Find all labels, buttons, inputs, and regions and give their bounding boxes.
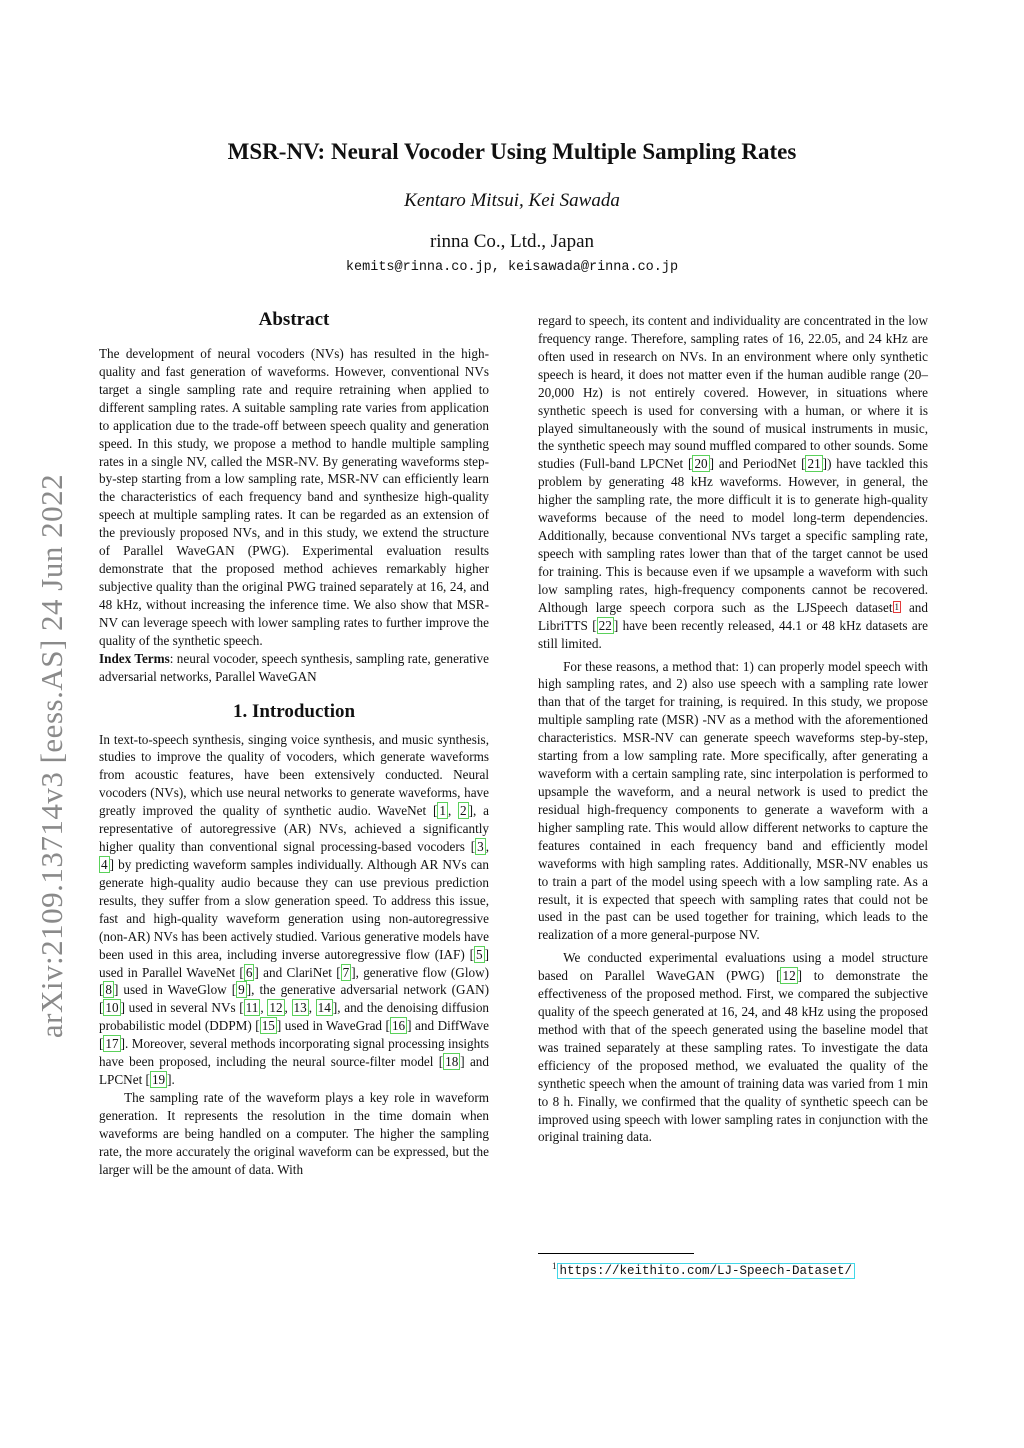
citation-link[interactable]: 1 (439, 803, 446, 819)
citation-link[interactable]: 3 (477, 839, 484, 855)
citation-link[interactable]: 12 (782, 968, 796, 984)
index-terms-label: Index Terms (99, 650, 170, 666)
citation-link[interactable]: 7 (342, 964, 350, 980)
arxiv-identifier (30, 450, 74, 1062)
footnote (552, 1261, 855, 1278)
citation-link[interactable]: 12 (269, 1000, 283, 1016)
paper-title: MSR-NV: Neural Vocoder Using Multiple Sampling Rates (227, 139, 797, 164)
citation-link[interactable]: 15 (261, 1018, 275, 1034)
author-affiliation: rinna Co., Ltd., Japan (429, 231, 595, 252)
citation-link[interactable]: 16 (391, 1018, 406, 1034)
citation-link[interactable]: 4 (101, 856, 108, 872)
author-emails: kemits@rinna.co.jp, keisawada@rinna.co.jp (345, 260, 679, 275)
intro-paragraph-5: We conducted experimental evaluations using a model structure based on Parallel WaveGAN (PWG) [ 12 ] to demonstrate the effectiveness of the proposed method. First, we compared the subjective quality of the speech generated at 16, 24, and 48 kHz using the proposed method with that of the speech generated using the baseline model that was trained separately at these sampling rates. To investigate the data efficiency of the proposed method, we evaluated the quality of the synthetic speech when the amount of training data was varied from 1 min to 8 h. Finally, we confirmed that the quality of synthetic speech can be improved using speech with lower sampling rates in conjunction with the original training data. (538, 950, 928, 1145)
citation-link[interactable]: 6 (245, 964, 253, 980)
citation-link[interactable]: 14 (317, 1000, 331, 1016)
citation-link[interactable]: 11 (245, 1000, 259, 1016)
citation-link[interactable]: 18 (445, 1054, 459, 1070)
footnote-number: 1 (552, 1261, 557, 1271)
arxiv-identifier-text: arXiv:2109.13714v3 [eess.AS] 24 Jun 2022 (34, 473, 69, 1039)
paper-authors: Kentaro Mitsui, Kei Sawada (404, 190, 620, 211)
citation-link[interactable]: 22 (598, 617, 612, 633)
citation-link[interactable]: 9 (238, 982, 245, 998)
footnote-url-link[interactable]: https://keithito.com/LJ-Speech-Dataset/ (557, 1263, 856, 1279)
index-terms-text: : neural vocoder, speech synthesis, sampling rate, generative adversarial networks, Parallel WaveGAN (99, 650, 489, 684)
intro-paragraph-2: The sampling rate of the waveform plays a key role in waveform generation. It represents the resolution in the time domain when waveforms are being handled on a computer. The higher the sampling rate, the more accurately the original waveform can be expressed, but the larger will be the amount of data. With (99, 1089, 489, 1177)
citation-link[interactable]: 21 (807, 456, 821, 472)
citation-link[interactable]: 17 (105, 1036, 119, 1052)
citation-link[interactable]: 5 (476, 946, 483, 962)
intro-paragraph-3: regard to speech, its content and individuality are concentrated in the low frequency range. Therefore, sampling rates of 16, 22.05, and 24 kHz are often used in research on NVs. In an environment where only synthetic speech is heard, it does not matter even if the human audible range (20–20,000 Hz) is not entirely covered. However, in situations where synthetic speech is used for conversing with a human, or where it is played simultaneously with the sound of musical instruments in music, the synthetic speech may sound muffled compared to other sounds. Some studies (Full-band LPCNet [ 20 ] and PeriodNet [ 21 ]) have tackled this problem by generating 48 kHz waveforms. However, in general, the higher the sampling rate, the more difficult it is to generate high-quality waveforms because of the need to model long-term dependencies. Additionally, because conventional NVs target a specific sampling rate, speech with sampling rates lower than that of the target cannot be used for training. This is because even if we upsample a waveform with such low sampling rates, high-frequency components cannot be recovered. Although large speech corpora such as the LJSpeech dataset $^1$ and LibriTTS [ 22 ] have been recently released, 44.1 or 48 kHz datasets are still limited. (538, 313, 928, 651)
intro-paragraph-4: For these reasons, a method that: 1) can properly model speech with high sampling rates, and 2) also use speech with a sampling rate lower than that of the target for training, is required. In this study, we propose multiple sampling rate (MSR) -NV as a method with the aforementioned characteristics. MSR-NV can generate speech waveforms step-by-step, starting from a low sampling rate. More specifically, after generating a waveform with a certain sampling rate, sinc interpolation is performed to upsample the waveform, and a neural network is used to predict the residual high-frequency components to generate a waveform with a higher sampling rate. This would allow different networks to capture the features contained in each frequency band and efficiently model waveforms with high sampling rates. Additionally, MSR-NV enables us to train a part of the model using speech with a low sampling rate. As a result, it is expected that speech with sampling rates that could not be used in the past can be used together for training, which leads to the realization of a more general-purpose NV. (538, 658, 928, 943)
citation-link[interactable]: 2 (460, 803, 467, 819)
citation-link[interactable]: 20 (694, 456, 708, 472)
footnote-divider (538, 1253, 694, 1254)
citation-link[interactable]: 10 (105, 1000, 119, 1016)
right-column (538, 312, 928, 1146)
citation-link[interactable]: 8 (105, 982, 112, 998)
index-terms (99, 650, 489, 686)
left-column (99, 308, 489, 1179)
citation-link[interactable]: 19 (151, 1072, 166, 1088)
intro-paragraph-1: In text-to-speech synthesis, singing voice synthesis, and music synthesis, studies to improve the quality of vocoders, which generate waveforms from acoustic features, have been extensively conducted. Neural vocoders (NVs), which use neural networks to generate waveforms, have greatly improved the quality of synthetic audio. WaveNet [ 1 , 2 ], a representative of autoregressive (AR) NVs, achieved a significantly higher quality than conventional signal processing-based vocoders [ 3 , 4 ] by predicting waveform samples individually. Although AR NVs can generate high-quality audio because they can use previous prediction results, they suffer from a slow generation speed. To address this issue, fast and high-quality waveform generation using non-autoregressive (non-AR) NVs has been actively studied. Various generative models have been used in this area, including inverse autoregressive flow (IAF) [ 5 ] used in Parallel WaveNet [ 6 ] and ClariNet [ 7 ], generative flow (Glow) [ 8 ] used in WaveGlow [ 9 ], the generative adversarial network (GAN) [ 10 ] used in several NVs [ 11 , 12 , 13 , 14 ], and the denoising diffusion probabilistic model (DDPM) [ 15 ] used in WaveGrad [ 16 ] and DiffWave [ 17 ]. Moreover, several methods incorporating signal processing insights have been proposed, including the neural source-filter model [ 18 ] and LPCNet [ 19 ]. (99, 731, 490, 1088)
abstract-heading: Abstract (258, 309, 330, 330)
footnote-marker[interactable]: 1 (894, 601, 900, 612)
introduction-heading: 1. Introduction (232, 700, 356, 722)
abstract-text: The development of neural vocoders (NVs) has resulted in the high-quality and fast generation of waveforms. However, conventional NVs target a single sampling rate and require retraining when applied to different sampling rates. A suitable sampling rate varies from application to application due to the trade-off between speech quality and generation speed. In this study, we propose a method to handle multiple sampling rates in a single NV, called the MSR-NV. By generating waveforms step-by-step starting from a low sampling rate, MSR-NV can efficiently learn the characteristics of each frequency band and synthesize high-quality speech at multiple sampling rates. It can be regarded as an extension of the previously proposed NVs, and in this study, we extend the structure of Parallel WaveGAN (PWG). Experimental evaluation results demonstrate that the proposed method achieves remarkably higher subjective quality than the original PWG trained separately at 16, 24, and 48 kHz, without increasing the inference time. We also show that MSR-NV can leverage speech with lower sampling rates to further improve the quality of the synthetic speech. (99, 346, 489, 648)
citation-link[interactable]: 13 (293, 1000, 307, 1016)
